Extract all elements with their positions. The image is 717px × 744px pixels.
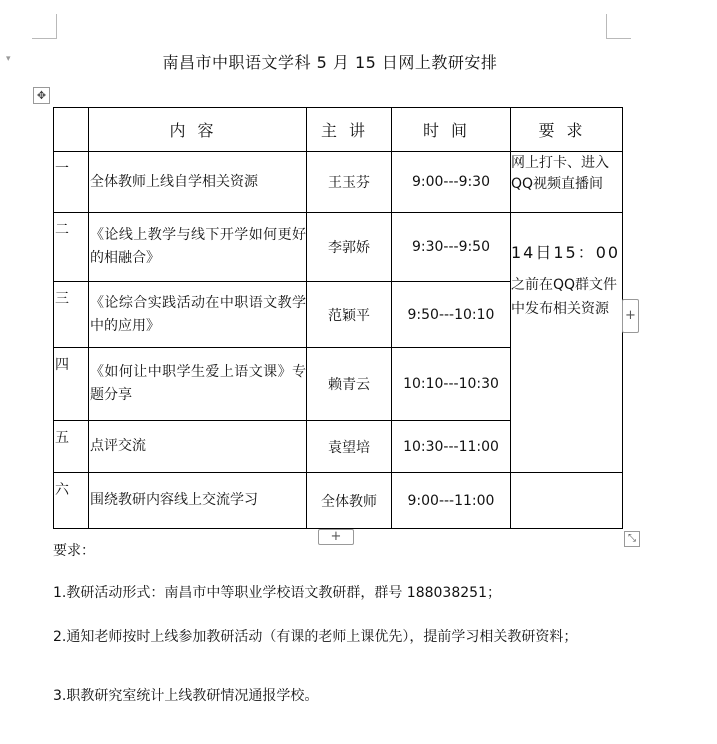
row-speaker: 王玉芬 bbox=[307, 152, 392, 213]
row-number: 二 bbox=[54, 213, 89, 282]
row-time: 9:50---10:10 bbox=[392, 282, 511, 348]
row-time: 10:30---11:00 bbox=[392, 421, 511, 473]
requirement-deadline: 14日15：00 bbox=[511, 243, 621, 262]
row-time: 9:00---9:30 bbox=[392, 152, 511, 213]
row-number: 五 bbox=[54, 421, 89, 473]
add-row-button[interactable]: + bbox=[318, 529, 354, 545]
row-content: 《论线上教学与线下开学如何更好的相融合》 bbox=[89, 213, 307, 282]
add-column-button[interactable]: + bbox=[622, 299, 639, 333]
page-corner-mark-top-left bbox=[32, 14, 57, 39]
row-time: 10:10---10:30 bbox=[392, 348, 511, 421]
row-number: 六 bbox=[54, 473, 89, 529]
table-row bbox=[54, 152, 623, 213]
table-row bbox=[54, 473, 623, 529]
page-corner-mark-top-right bbox=[606, 14, 631, 39]
row-speaker: 袁望培 bbox=[307, 421, 392, 473]
table-header-row bbox=[54, 108, 623, 152]
row-time: 9:30---9:50 bbox=[392, 213, 511, 282]
row-speaker: 李郭娇 bbox=[307, 213, 392, 282]
row-speaker: 全体教师 bbox=[307, 473, 392, 529]
header-content: 内容 bbox=[89, 108, 307, 152]
row-requirement bbox=[511, 473, 623, 529]
row-speaker: 赖青云 bbox=[307, 348, 392, 421]
collapse-marker-icon[interactable]: ▾ bbox=[6, 54, 11, 64]
note-item-1: 1.教研活动形式：南昌市中等职业学校语文教研群，群号 188038251； bbox=[53, 585, 501, 601]
row-time: 9:00---11:00 bbox=[392, 473, 511, 529]
schedule-table bbox=[53, 107, 623, 529]
header-requirement: 要求 bbox=[511, 108, 623, 152]
table-move-handle-icon[interactable]: ✥ bbox=[33, 87, 50, 104]
row-content: 《论综合实践活动在中职语文教学中的应用》 bbox=[89, 282, 307, 348]
row-number: 三 bbox=[54, 282, 89, 348]
header-num bbox=[54, 108, 89, 152]
header-time: 时间 bbox=[392, 108, 511, 152]
row-content: 围绕教研内容线上交流学习 bbox=[89, 473, 307, 529]
row-requirement: 网上打卡、进入QQ视频直播间 bbox=[511, 152, 623, 213]
table-row bbox=[54, 213, 623, 282]
row-content: 《如何让中职学生爱上语文课》专题分享 bbox=[89, 348, 307, 421]
notes-heading: 要求： bbox=[53, 543, 95, 559]
note-item-2: 2.通知老师按时上线参加教研活动（有课的老师上课优先），提前学习相关教研资料； bbox=[53, 629, 578, 645]
row-content: 全体教师上线自学相关资源 bbox=[89, 152, 307, 213]
requirement-detail: 之前在QQ群文件中发布相关资源 bbox=[511, 277, 618, 317]
document-title: 南昌市中职语文学科 5 月 15 日网上教研安排 bbox=[162, 53, 498, 72]
note-item-3: 3.职教研究室统计上线教研情况通报学校。 bbox=[53, 688, 319, 704]
merged-requirement-cell bbox=[511, 213, 623, 473]
table-resize-icon[interactable]: ⤡ bbox=[624, 531, 640, 547]
row-speaker: 范颖平 bbox=[307, 282, 392, 348]
row-content: 点评交流 bbox=[89, 421, 307, 473]
header-speaker: 主讲 bbox=[307, 108, 392, 152]
row-number: 四 bbox=[54, 348, 89, 421]
row-number: 一 bbox=[54, 152, 89, 213]
